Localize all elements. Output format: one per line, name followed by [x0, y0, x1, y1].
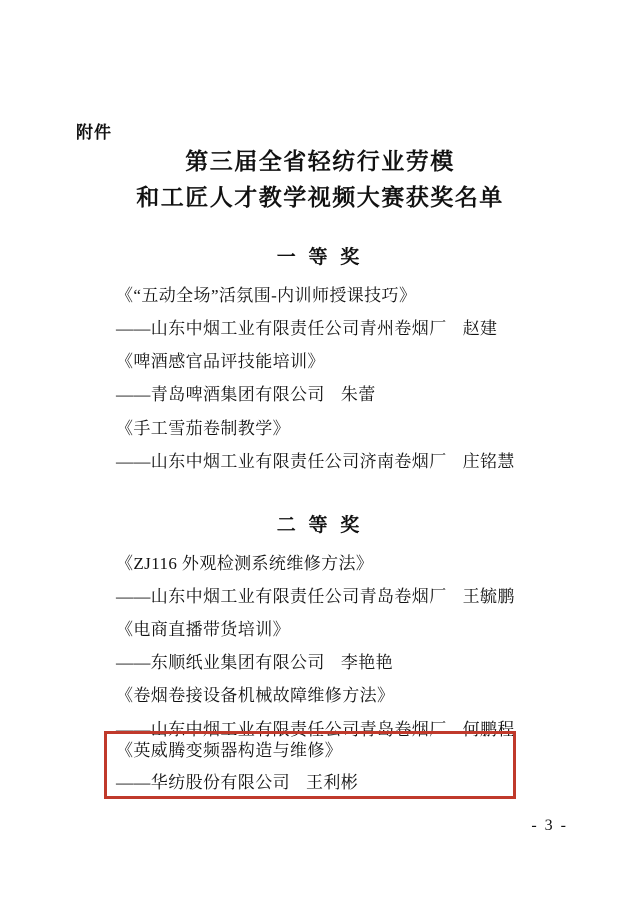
award-entry-person: 庄铭慧 [462, 451, 515, 471]
page-title-line-2: 和工匠人才教学视频大赛获奖名单 [136, 184, 504, 210]
award-entry-org [0, 646, 640, 679]
award-entry-work: 《ZJ116 外观检测系统维修方法》 [116, 553, 374, 573]
award-entry-org-text: ——山东中烟工业有限责任公司青岛卷烟厂 [116, 719, 447, 739]
highlighted-award-entry [0, 735, 640, 800]
award-entry-work: 《手工雪茄卷制教学》 [116, 418, 290, 438]
award-entry-org-text: ——青岛啤酒集团有限公司 [116, 385, 325, 405]
page-title [0, 144, 640, 215]
award-entry-org-text: ——山东中烟工业有限责任公司青岛卷烟厂 [116, 586, 447, 606]
award-section-first-prize [0, 242, 640, 478]
award-entry-org-text: ——山东中烟工业有限责任公司济南卷烟厂 [116, 451, 447, 471]
award-entry-person: 王毓鹏 [462, 586, 515, 606]
section-spacer [0, 478, 640, 496]
award-entry-org [0, 767, 640, 799]
award-entry-org-text: ——华纺股份有限公司 [116, 773, 290, 793]
page-number: - 3 - [531, 817, 568, 834]
award-entry-person: 朱蕾 [340, 385, 376, 405]
award-entry-person: 赵建 [462, 319, 498, 339]
award-entry-org [0, 580, 640, 613]
award-entry-person: 李艳艳 [340, 653, 394, 673]
award-entry-org [0, 312, 640, 345]
page-title-line-1: 第三届全省轻纺行业劳模 [185, 149, 455, 174]
award-entry-work: 《啤酒感官品评技能培训》 [116, 352, 325, 372]
award-entry-work: 《英威腾变频器构造与维修》 [116, 741, 343, 760]
section-heading: 一 等 奖 [276, 247, 364, 268]
award-entry-person: 何鹏程 [462, 719, 515, 739]
award-section-second-prize [0, 510, 640, 746]
award-entry-org-text: ——山东中烟工业有限责任公司青州卷烟厂 [116, 319, 447, 339]
award-entry-person: 王利彬 [306, 773, 359, 793]
award-entry-work: 《电商直播带货培训》 [116, 620, 290, 640]
attachment-label: 附件 [76, 123, 112, 142]
award-entry-org-text: ——东顺纸业集团有限公司 [116, 653, 325, 673]
award-entry-work: 《“五动全场”活氛围-内训师授课技巧》 [116, 286, 417, 305]
award-list [0, 228, 640, 746]
award-entry-org [0, 378, 640, 411]
section-heading: 二 等 奖 [276, 514, 364, 536]
award-entry-org [0, 445, 640, 478]
award-entry-work: 《卷烟卷接设备机械故障维修方法》 [116, 686, 395, 706]
